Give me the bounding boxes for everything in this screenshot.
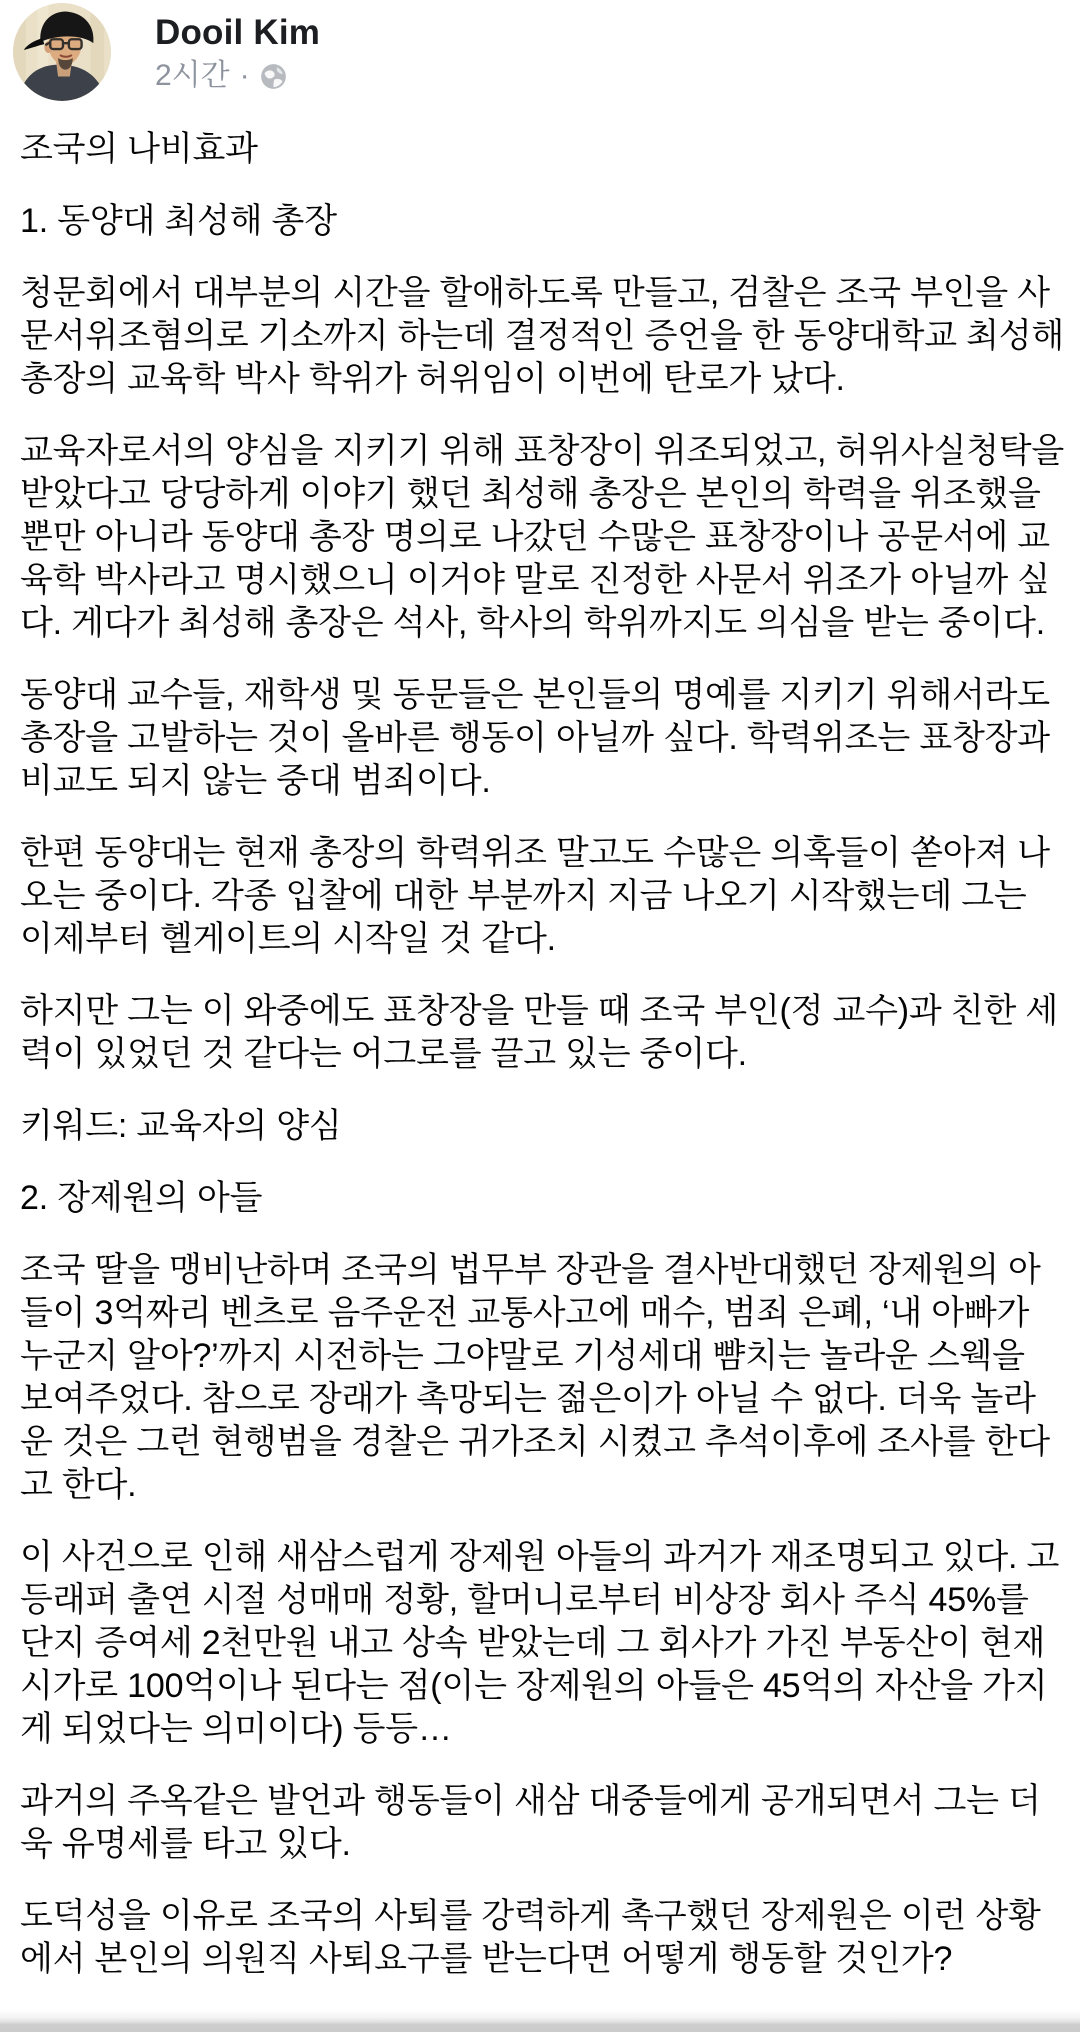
post-paragraph: 조국 딸을 맹비난하며 조국의 법무부 장관을 결사반대했던 장제원의 아들이 3억짜리 벤츠로 음주운전 교통사고에 매수, 범죄 은폐, ‘내 아빠가 누군지 알아?’까지 시전하는 그야말로 기성세대 뺨치는 놀라운 스웩을 보여주었다. 참으로 장래가 촉망되는 젊은이가 아닐 수 없다. 더욱 놀라운 것은 그런 현행범을 경찰은 귀가조치 시켰고 추석이후에 조사를 한다고 한다.	[20, 1251, 1050, 1504]
post-header	[0, 0, 1080, 101]
post-meta	[155, 61, 320, 91]
avatar[interactable]	[13, 3, 111, 101]
timestamp[interactable]: 2시간	[155, 59, 230, 93]
meta-separator: ·	[239, 59, 250, 93]
globe-icon	[260, 63, 287, 90]
post-header-text	[155, 3, 320, 91]
post-paragraph: 도덕성을 이유로 조국의 사퇴를 강력하게 촉구했던 장제원은 이런 상황에서 본인의 의원직 사퇴요구를 받는다면 어떻게 행동할 것인가?	[20, 1897, 1041, 1978]
avatar-illustration	[13, 3, 111, 101]
post-paragraph: 교육자로서의 양심을 지키기 위해 표창장이 위조되었고, 허위사실청탁을 받았다고 당당하게 이야기 했던 최성해 총장은 본인의 학력을 위조했을 뿐만 아니라 동양대 총장 명의로 나갔던 수많은 표창장이나 공문서에 교육학 박사라고 명시했으니 이거야 말로 진정한 사문서 위조가 아닐까 싶다. 게다가 최성해 총장은 석사, 학사의 학위까지도 의심을 받는 중이다.	[20, 432, 1065, 642]
post-paragraph: 조국의 나비효과	[20, 130, 258, 168]
post-paragraph: 과거의 주옥같은 발언과 행동들이 새삼 대중들에게 공개되면서 그는 더욱 유명세를 타고 있다.	[20, 1782, 1041, 1863]
post-paragraph: 청문회에서 대부분의 시간을 할애하도록 만들고, 검찰은 조국 부인을 사문서위조혐의로 기소까지 하는데 결정적인 증언을 한 동양대학교 최성해 총장의 교육학 박사 학위가 허위임이 이번에 탄로가 났다.	[20, 274, 1065, 398]
post-paragraph: 키워드: 교육자의 양심	[20, 1107, 342, 1145]
post-text	[0, 101, 1080, 1981]
post-paragraph: 이 사건으로 인해 새삼스럽게 장제원 아들의 과거가 재조명되고 있다. 고등래퍼 출연 시절 성매매 정황, 할머니로부터 비상장 회사 주식 45%를 단지 증여세 2천만원 내고 상속 받았는데 그 회사가 가진 부동산이 현재 시가로 100억이나 된다는 점(이는 장제원의 아들은 45억의 자산을 가지게 되었다는 의미이다) 등등…	[20, 1538, 1060, 1748]
post-paragraph: 한편 동양대는 현재 총장의 학력위조 말고도 수많은 의혹들이 쏟아져 나오는 중이다. 각종 입찰에 대한 부분까지 지금 나오기 시작했는데 그는 이제부터 헬게이트의 시작일 것 같다.	[20, 834, 1050, 958]
post-paragraph: 1. 동양대 최성해 총장	[20, 202, 337, 240]
attached-image-edge[interactable]	[0, 2010, 1080, 2032]
post-paragraph: 하지만 그는 이 와중에도 표창장을 만들 때 조국 부인(정 교수)과 친한 세력이 있었던 것 같다는 어그로를 끌고 있는 중이다.	[20, 992, 1058, 1073]
author-name[interactable]: Dooil Kim	[155, 13, 321, 52]
post-paragraph: 2. 장제원의 아들	[20, 1179, 263, 1217]
post-paragraph: 동양대 교수들, 재학생 및 동문들은 본인들의 명예를 지키기 위해서라도 총장을 고발하는 것이 올바른 행동이 아닐까 싶다. 학력위조는 표창장과 비교도 되지 않는 중대 범죄이다.	[20, 676, 1050, 800]
